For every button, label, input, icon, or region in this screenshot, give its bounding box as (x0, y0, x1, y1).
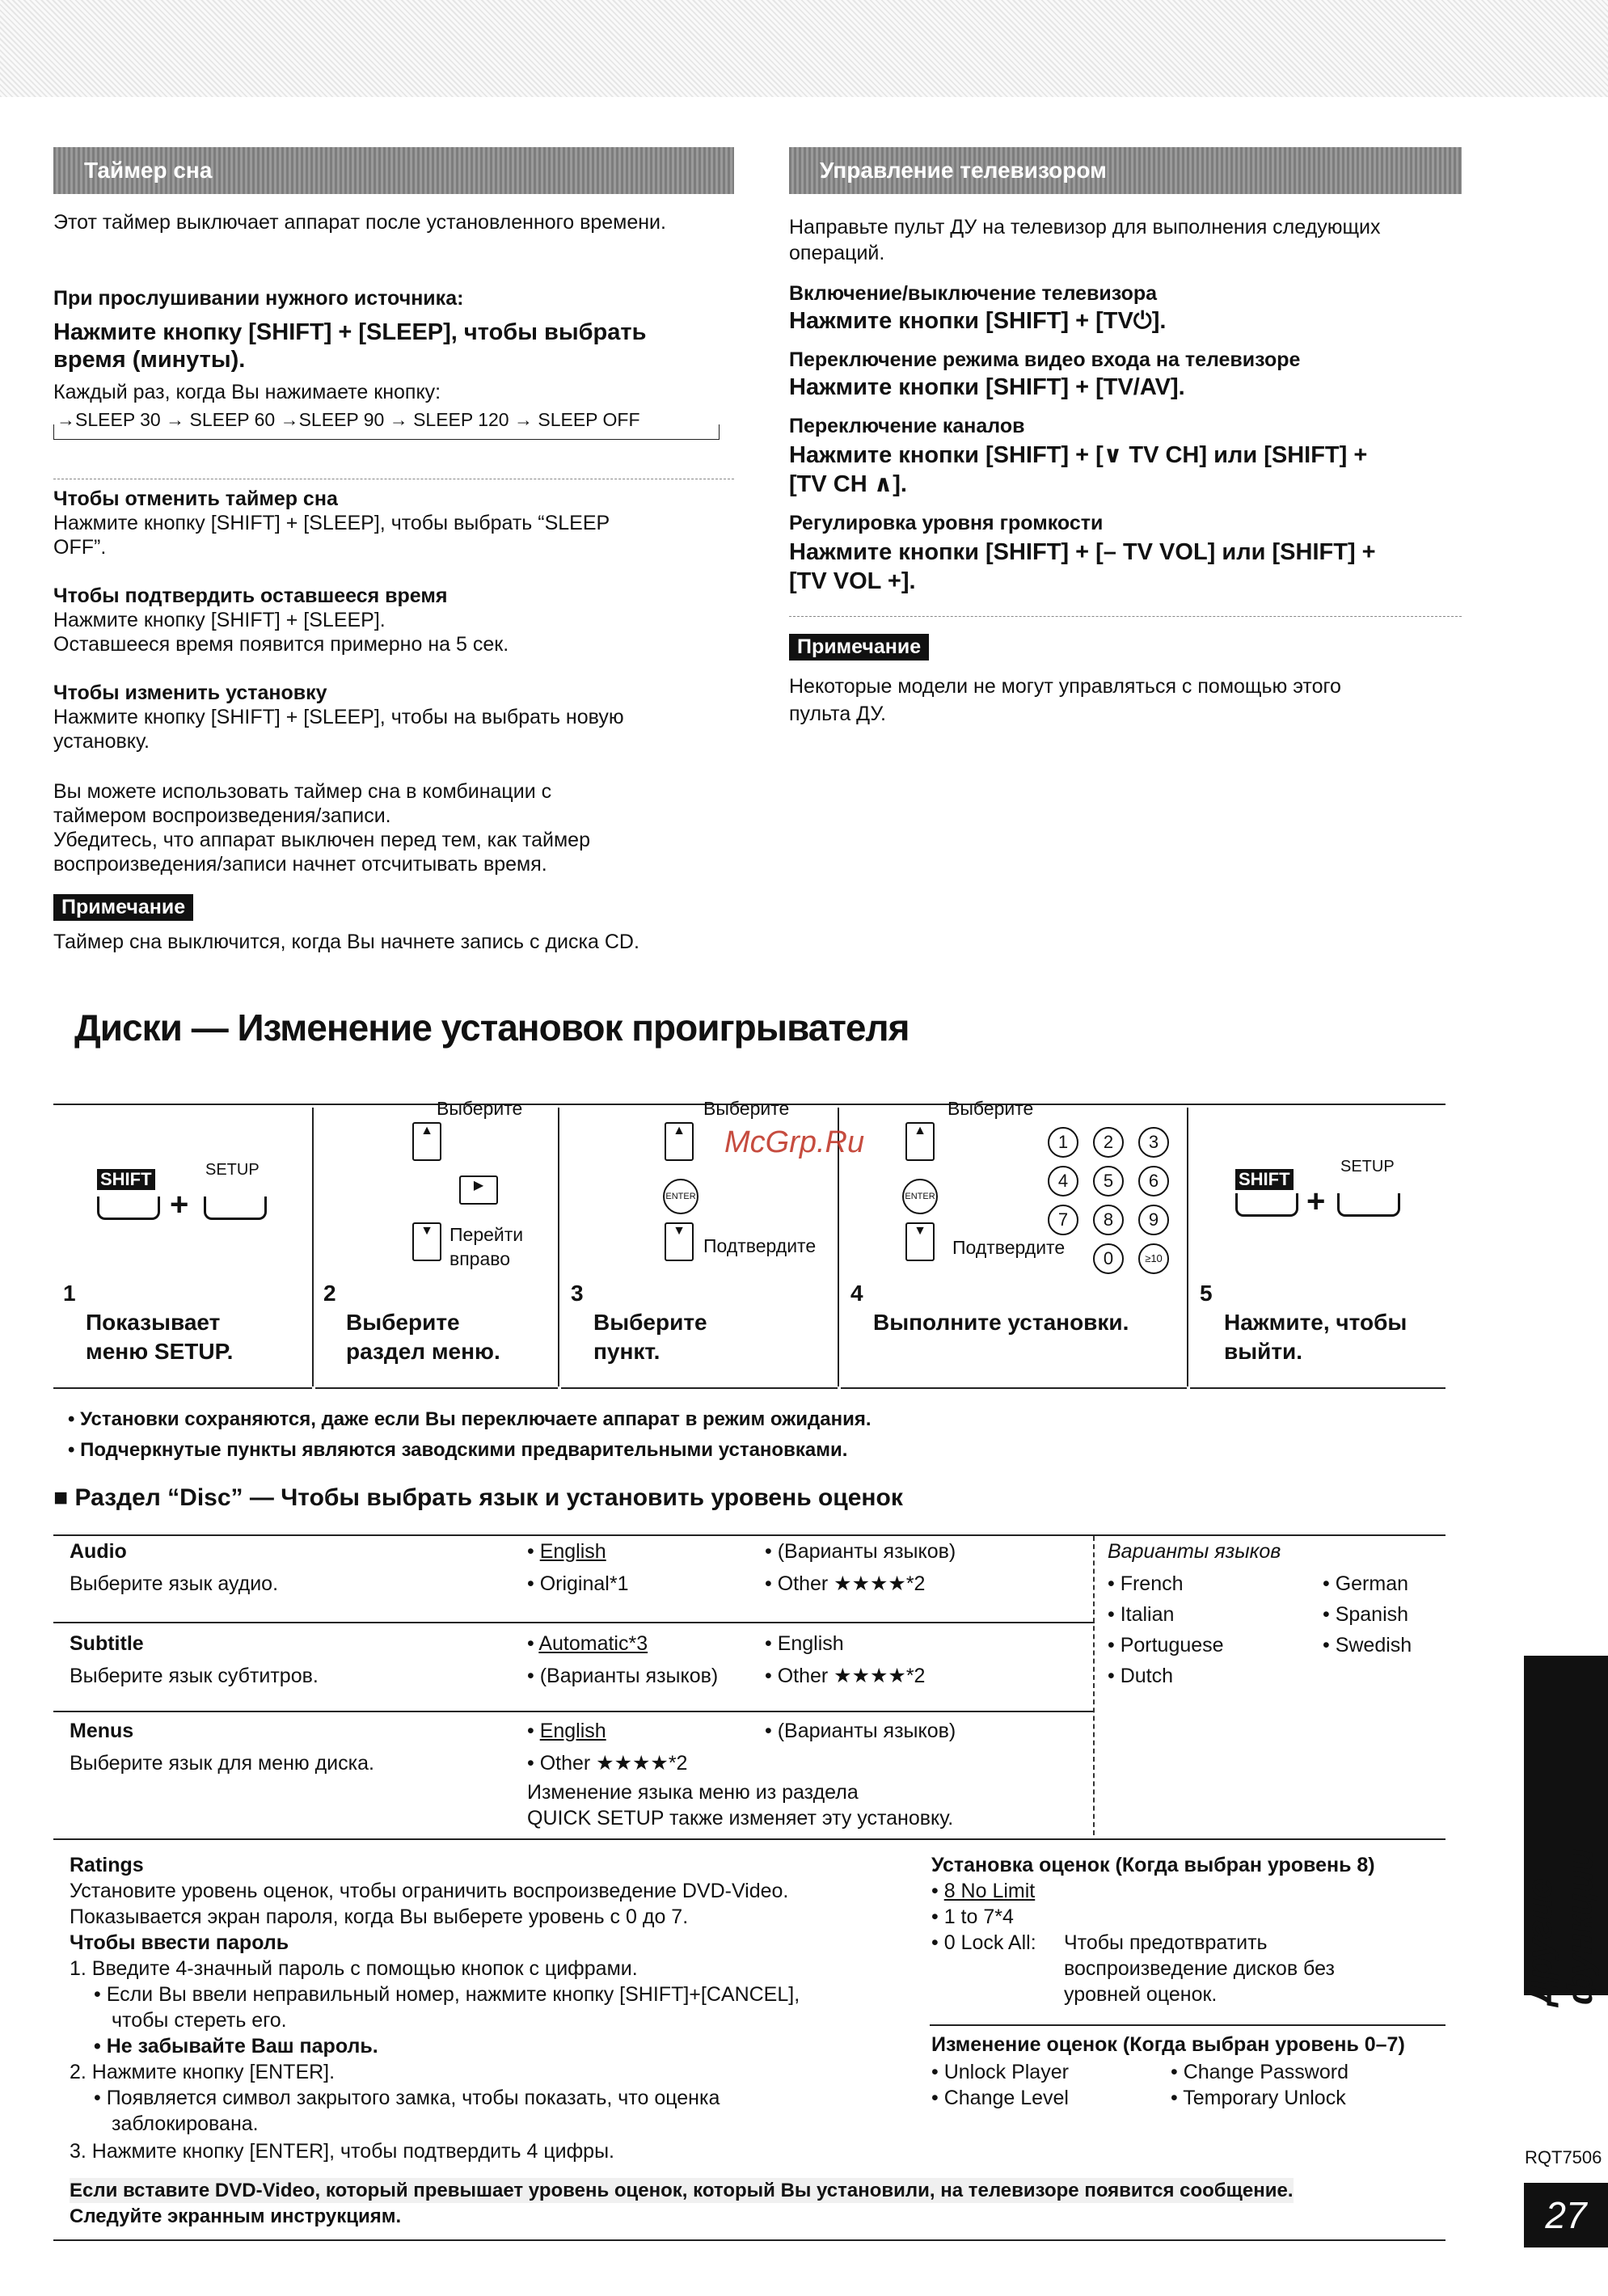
digit-1-button[interactable]: 1 (1048, 1127, 1078, 1158)
up-arrow-key[interactable]: ▲ (665, 1122, 694, 1161)
level07-heading: Изменение оценок (Когда выбран уровень 0–7) (931, 2033, 1405, 2056)
tv-vol-bold-1: Нажмите кнопки [SHIFT] + [– TV VOL] или [SHIFT] + (789, 539, 1376, 565)
temporary-unlock: Temporary Unlock (1183, 2087, 1346, 2109)
change-password: Change Password (1183, 2061, 1348, 2083)
lang-portuguese: Portuguese (1120, 1634, 1224, 1657)
tv-ch-bold-2: [TV CH ∧]. (789, 471, 907, 497)
tv-ch-bold-1: Нажмите кнопки [SHIFT] + [∨ TV CH] или [SHIFT] + (789, 442, 1368, 468)
lang-spanish: Spanish (1335, 1603, 1409, 1626)
option-audio-other: Other ★★★★*2 (777, 1572, 926, 1595)
sleep-sequence-loop (53, 424, 720, 440)
divider (789, 616, 1462, 617)
table-rule (53, 1622, 1095, 1623)
step-divider (312, 1108, 314, 1386)
password-step-1a: • Если Вы ввели неправильный номер, нажмите кнопку [SHIFT]+[CANCEL], (94, 1983, 800, 2006)
sleep-each-time: Каждый раз, когда Вы нажимаете кнопку: (53, 381, 441, 403)
lang-german: German (1335, 1572, 1409, 1595)
digit-5-button[interactable]: 5 (1093, 1166, 1124, 1197)
password-step-3: 3. Нажмите кнопку [ENTER], чтобы подтвердить 4 цифры. (70, 2140, 614, 2163)
discs-title: Диски — Изменение установок проигрывателя (74, 1007, 910, 1049)
shift-button[interactable] (97, 1197, 160, 1220)
page-number: 27 (1524, 2183, 1608, 2247)
sleep-intro: Этот таймер выключает аппарат после установленного времени. (53, 211, 666, 234)
setup-key-label: SETUP (1340, 1158, 1395, 1175)
enter-button[interactable]: ENTER (663, 1179, 698, 1214)
combo-line-4: воспроизведения/записи начнет отсчитывать время. (53, 853, 547, 876)
table-rule (53, 1534, 1446, 1536)
tv-power-heading: Включение/выключение телевизора (789, 282, 1158, 305)
table-rule (53, 1711, 1095, 1712)
menus-note-2: QUICK SETUP также изменяет эту установку. (527, 1807, 954, 1830)
lang-item: • Spanish (1323, 1603, 1409, 1626)
step-label: выйти. (1224, 1339, 1303, 1364)
table-vertical-divider (1093, 1536, 1095, 1835)
model-number: RQT7506 (1525, 2147, 1602, 2167)
level8-item: • 8 No Limit (931, 1880, 1036, 1902)
down-arrow-key[interactable]: ▼ (665, 1222, 694, 1261)
lang-swedish: Swedish (1335, 1634, 1412, 1657)
confirm-heading: Чтобы подтвердить оставшееся время (53, 585, 448, 607)
down-arrow-key[interactable]: ▼ (905, 1222, 935, 1261)
level07-item: • Temporary Unlock (1171, 2087, 1346, 2109)
tv-vol-bold-2: [TV VOL +]. (789, 568, 916, 594)
menus-note-1: Изменение языка меню из раздела (527, 1781, 859, 1804)
combo-line-1: Вы можете использовать таймер сна в комбинации с (53, 780, 552, 803)
confirm-line-2: Оставшееся время появится примерно на 5 сек. (53, 633, 509, 656)
tv-intro-2: операций. (789, 242, 885, 264)
password-step-1c: • Не забывайте Ваш пароль. (94, 2035, 378, 2058)
watermark: McGrp.Ru (724, 1125, 865, 1159)
audio-desc: Выберите язык аудио. (70, 1572, 279, 1595)
tv-note-1: Некоторые модели не могут управляться с помощью этого (789, 675, 1341, 698)
level8-item: • 0 Lock All: (931, 1931, 1036, 1954)
option-menus-variants: (Варианты языков) (777, 1720, 956, 1742)
sleep-sequence: →SLEEP 30 → SLEEP 60 →SLEEP 90 → SLEEP 120 → SLEEP OFF (57, 409, 640, 430)
bullet-saved: • Установки сохраняются, даже если Вы переключаете аппарат в режим ожидания. (68, 1408, 872, 1430)
option-item: • Other ★★★★*2 (527, 1752, 688, 1775)
option-audio-english: English (539, 1540, 606, 1563)
digit-6-button[interactable]: 6 (1138, 1166, 1169, 1197)
option-item: • Automatic*3 (527, 1632, 648, 1655)
level07-item: • Change Level (931, 2087, 1069, 2109)
level8-heading: Установка оценок (Когда выбран уровень 8) (931, 1854, 1375, 1876)
tv-power-bold: Нажмите кнопки [SHIFT] + [TV⏻]. (789, 308, 1167, 334)
digit-8-button[interactable]: 8 (1093, 1205, 1124, 1235)
ratings-desc-2: Показывается экран пароля, когда Вы выберете уровень с 0 до 7. (70, 1906, 689, 1928)
password-step-2b: заблокирована. (112, 2112, 259, 2135)
step-label: Нажмите, чтобы (1224, 1310, 1408, 1335)
digit-9-button[interactable]: 9 (1138, 1205, 1169, 1235)
subtitle-title: Subtitle (70, 1632, 144, 1655)
level07-item: • Unlock Player (931, 2061, 1069, 2083)
option-menus-other: Other ★★★★*2 (539, 1752, 688, 1775)
sleep-when: При прослушивании нужного источника: (53, 287, 464, 310)
tv-note-label: Примечание (789, 634, 929, 661)
password-step-1b: чтобы стереть его. (112, 2009, 287, 2032)
subtitle-desc: Выберите язык субтитров. (70, 1665, 319, 1687)
option-item: • (Варианты языков) (527, 1665, 719, 1687)
step-underline (561, 1387, 838, 1389)
lang-item: • German (1323, 1572, 1409, 1595)
section-tab-label: Другие функции (1520, 1848, 1600, 2005)
setup-button[interactable] (204, 1197, 267, 1220)
lang-item: • Dutch (1108, 1665, 1174, 1687)
tv-av-heading: Переключение режима видео входа на телевизоре (789, 348, 1301, 371)
select-label: Выберите (437, 1098, 523, 1119)
select-label: Выберите (703, 1098, 790, 1119)
step-label: меню SETUP. (86, 1339, 234, 1364)
tv-av-bold: Нажмите кнопки [SHIFT] + [TV/AV]. (789, 374, 1185, 400)
lang-item: • Italian (1108, 1603, 1175, 1626)
cancel-line-2: OFF”. (53, 536, 107, 559)
right-arrow-key[interactable]: ▶ (459, 1175, 498, 1205)
shift-button[interactable] (1235, 1193, 1298, 1217)
level8-lock-desc-1: Чтобы предотвратить (1064, 1931, 1268, 1954)
option-item: • Other ★★★★*2 (765, 1665, 926, 1687)
ratings-desc-1: Установите уровень оценок, чтобы ограничить воспроизведение DVD-Video. (70, 1880, 789, 1902)
cancel-line-1: Нажмите кнопку [SHIFT] + [SLEEP], чтобы выбрать “SLEEP (53, 512, 610, 534)
option-item: • (Варианты языков) (765, 1540, 956, 1563)
option-item: • Other ★★★★*2 (765, 1572, 926, 1595)
step-underline (841, 1387, 1187, 1389)
step-divider (558, 1108, 559, 1386)
combo-line-3: Убедитесь, что аппарат выключен перед тем, как таймер (53, 829, 590, 851)
option-item: • Original*1 (527, 1572, 629, 1595)
menus-title: Menus (70, 1720, 134, 1742)
level8-lock-desc-2: воспроизведение дисков без (1064, 1957, 1335, 1980)
ratings-rule (930, 2024, 1446, 2026)
tv-intro-1: Направьте пульт ДУ на телевизор для выполнения следующих (789, 216, 1381, 238)
step-label: Выполните установки. (873, 1310, 1129, 1335)
change-level: Change Level (943, 2087, 1069, 2109)
password-step-2a: • Появляется символ закрытого замка, чтобы показать, что оценка (94, 2087, 720, 2109)
lang-item: • Portuguese (1108, 1634, 1224, 1657)
lang-variants-heading: Варианты языков (1108, 1540, 1281, 1563)
lang-dutch: Dutch (1120, 1665, 1174, 1687)
top-texture (0, 0, 1608, 97)
option-audio-original: Original*1 (539, 1572, 629, 1595)
up-arrow-key[interactable]: ▲ (905, 1122, 935, 1161)
plus-sign: + (1306, 1184, 1326, 1219)
ratings-title: Ratings (70, 1854, 144, 1876)
password-step-2: 2. Нажмите кнопку [ENTER]. (70, 2061, 336, 2083)
option-sub-automatic: Automatic*3 (538, 1632, 648, 1655)
footer-warning-2: Следуйте экранным инструкциям. (70, 2205, 402, 2227)
enter-button[interactable]: ENTER (902, 1179, 938, 1214)
shift-key-label: SHIFT (97, 1169, 155, 1190)
option-sub-english: English (777, 1632, 844, 1655)
change-line-1: Нажмите кнопку [SHIFT] + [SLEEP], чтобы на выбрать новую (53, 706, 624, 728)
option-item: • English (527, 1540, 606, 1563)
tv-vol-heading: Регулировка уровня громкости (789, 512, 1104, 534)
level8-1to7: 1 to 7*4 (943, 1906, 1014, 1928)
lang-item: • French (1108, 1572, 1184, 1595)
menus-desc: Выберите язык для меню диска. (70, 1752, 374, 1775)
lang-item: • Swedish (1323, 1634, 1412, 1657)
level8-no-limit: 8 No Limit (943, 1880, 1036, 1902)
digit-3-button[interactable]: 3 (1138, 1127, 1169, 1158)
step-label: Выберите (593, 1310, 707, 1335)
level8-lock-all: 0 Lock All: (943, 1931, 1036, 1954)
sleep-note-label: Примечание (53, 894, 193, 921)
step-label: Показывает (86, 1310, 221, 1335)
setup-button[interactable] (1337, 1193, 1400, 1217)
up-arrow-key[interactable]: ▲ (412, 1122, 441, 1161)
step-underline (315, 1387, 558, 1389)
cancel-heading: Чтобы отменить таймер сна (53, 487, 338, 510)
confirm-line-1: Нажмите кнопку [SHIFT] + [SLEEP]. (53, 609, 386, 631)
step-number: 4 (850, 1281, 863, 1306)
step-number: 1 (63, 1281, 76, 1306)
go-right-2: вправо (449, 1248, 511, 1269)
step-number: 2 (323, 1281, 336, 1306)
sleep-press-1: Нажмите кнопку [SHIFT] + [SLEEP], чтобы выбрать (53, 319, 647, 345)
digit-10-button[interactable]: ≥10 (1138, 1243, 1169, 1274)
confirm-label: Подтвердите (952, 1237, 1066, 1258)
lang-french: French (1120, 1572, 1184, 1595)
shift-key-label: SHIFT (1235, 1169, 1294, 1190)
password-step-1: 1. Введите 4-значный пароль с помощью кнопок с цифрами. (70, 1957, 638, 1980)
setup-key-label: SETUP (205, 1161, 260, 1179)
digit-4-button[interactable]: 4 (1048, 1166, 1078, 1197)
step-number: 3 (571, 1281, 584, 1306)
option-menus-english: English (539, 1720, 606, 1742)
bullet-underlined: • Подчеркнутые пункты являются заводскими предварительными установками. (68, 1439, 848, 1461)
option-sub-variants: (Варианты языков) (539, 1665, 719, 1687)
step-number: 5 (1200, 1281, 1213, 1306)
down-arrow-key[interactable]: ▼ (412, 1222, 441, 1261)
tv-ch-heading: Переключение каналов (789, 415, 1025, 437)
change-line-2: установку. (53, 730, 150, 753)
option-item: • English (527, 1720, 606, 1742)
option-sub-other: Other ★★★★*2 (777, 1665, 926, 1687)
level8-lock-desc-3: уровней оценок. (1064, 1983, 1218, 2006)
password-heading: Чтобы ввести пароль (70, 1931, 289, 1954)
step-underline (1190, 1387, 1446, 1389)
change-heading: Чтобы изменить установку (53, 682, 327, 704)
tv-note-2: пульта ДУ. (789, 703, 886, 725)
sleep-note-text: Таймер сна выключится, когда Вы начнете запись с диска CD. (53, 931, 639, 953)
option-item: • (Варианты языков) (765, 1720, 956, 1742)
audio-title: Audio (70, 1540, 127, 1563)
step-label: раздел меню. (346, 1339, 500, 1364)
level07-item: • Change Password (1171, 2061, 1348, 2083)
select-label: Выберите (947, 1098, 1034, 1119)
option-audio-variants: (Варианты языков) (777, 1540, 956, 1563)
option-item: • English (765, 1632, 844, 1655)
step-underline (53, 1387, 312, 1389)
step-label: пункт. (593, 1339, 661, 1364)
combo-line-2: таймером воспроизведения/записи. (53, 804, 391, 827)
digit-7-button[interactable]: 7 (1048, 1205, 1078, 1235)
sleep-header: Таймер сна (53, 147, 734, 194)
step-label: Выберите (346, 1310, 460, 1335)
plus-sign: + (170, 1187, 189, 1222)
step-divider (1187, 1108, 1188, 1386)
level8-item: • 1 to 7*4 (931, 1906, 1014, 1928)
table-rule (53, 1838, 1446, 1840)
bottom-rule (53, 2239, 1446, 2241)
digit-2-button[interactable]: 2 (1093, 1127, 1124, 1158)
go-right-1: Перейти (449, 1224, 524, 1245)
unlock-player: Unlock Player (943, 2061, 1069, 2083)
sleep-press-2: время (минуты). (53, 347, 246, 373)
lang-italian: Italian (1120, 1603, 1175, 1626)
confirm-label: Подтвердите (703, 1235, 817, 1256)
footer-warning-1: Если вставите DVD-Video, который превышает уровень оценок, который Вы установили, на телевизоре появится сообщение. (70, 2180, 1294, 2201)
tv-header: Управление телевизором (789, 147, 1462, 194)
digit-0-button[interactable]: 0 (1093, 1243, 1124, 1274)
section-heading: ■ Раздел “Disc” — Чтобы выбрать язык и установить уровень оценок (53, 1484, 903, 1511)
